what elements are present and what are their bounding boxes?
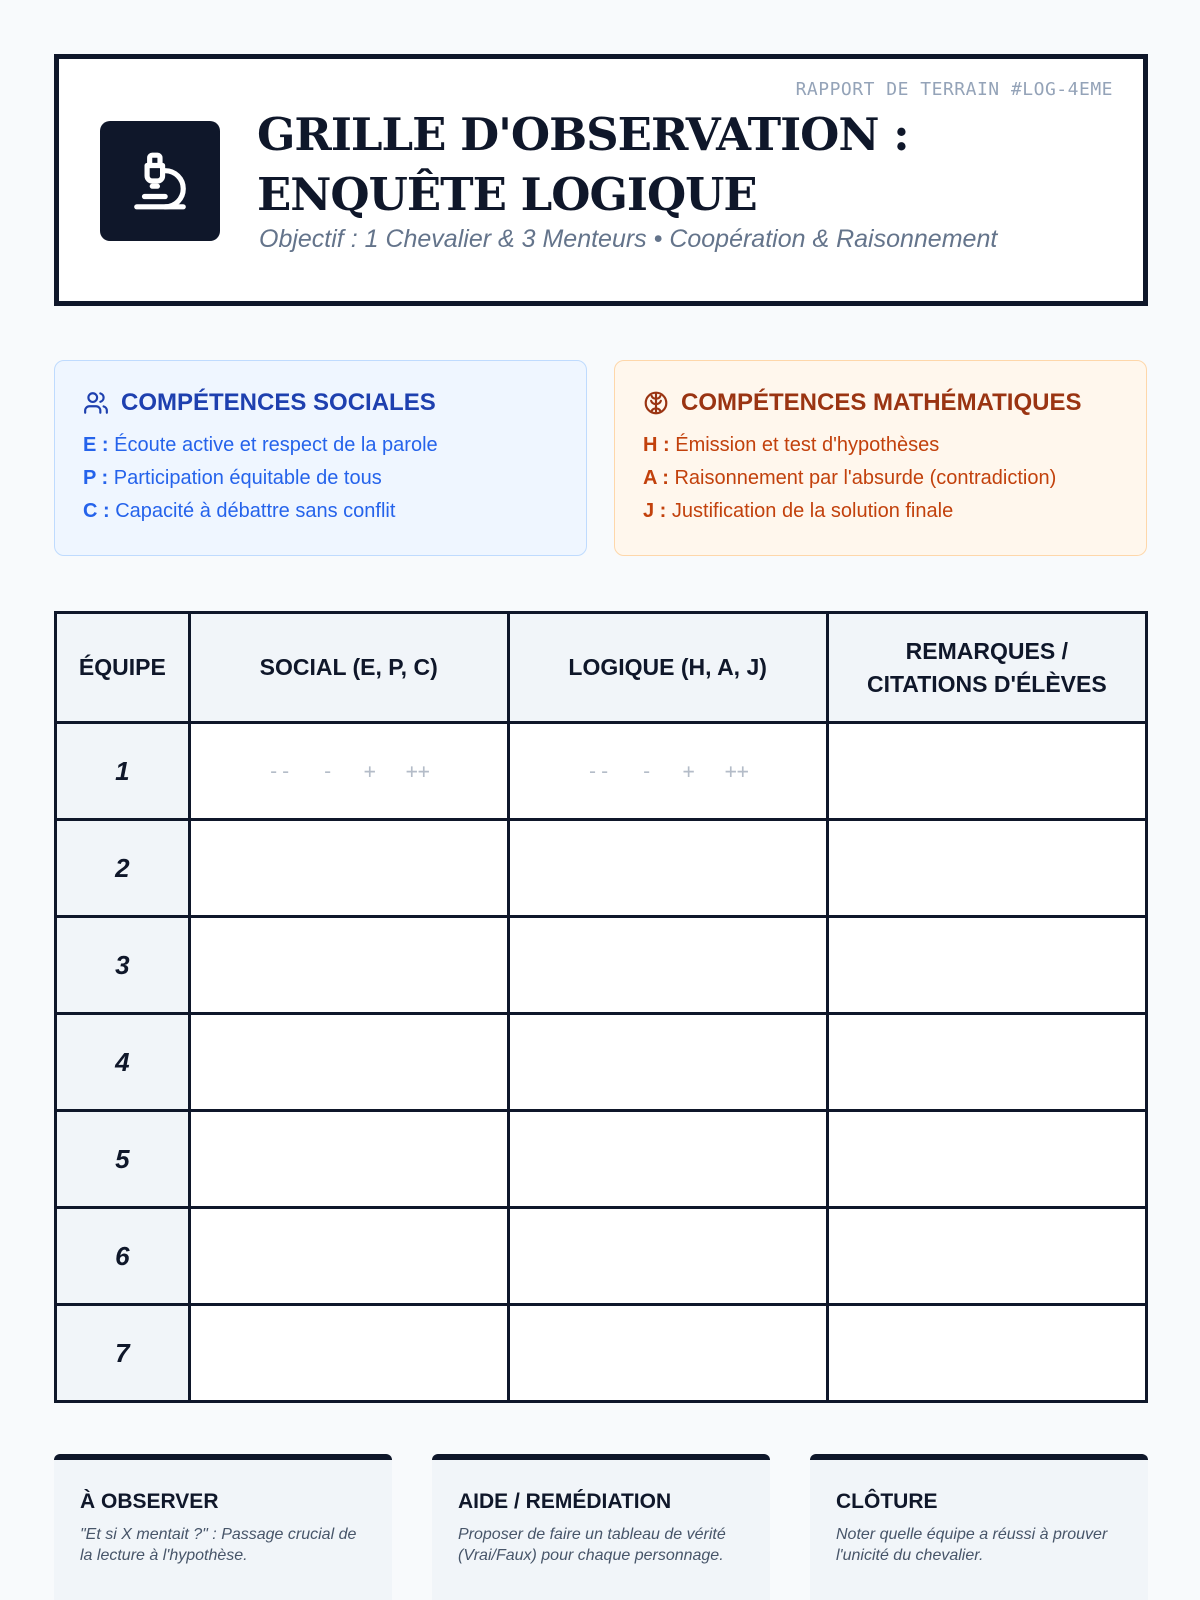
scale-low[interactable]: - — [321, 759, 334, 783]
logic-rating-cell[interactable] — [508, 1014, 827, 1111]
scale-high[interactable]: + — [682, 759, 695, 783]
scale-low[interactable]: - — [640, 759, 653, 783]
social-rating-cell[interactable] — [189, 1305, 508, 1402]
remarks-cell[interactable] — [827, 1014, 1146, 1111]
table-row — [56, 917, 1147, 1014]
social-rating-cell[interactable] — [189, 1208, 508, 1305]
note-text: "Et si X mentait ?" : Passage crucial de la lecture à l'hypothèse. — [80, 1526, 357, 1564]
brain-icon — [643, 390, 669, 416]
rating-scale — [510, 759, 826, 783]
list-item-text: Raisonnement par l'absurde (contradiction) — [674, 467, 1057, 489]
users-icon — [83, 390, 109, 416]
note-title: AIDE / REMÉDIATION — [458, 1490, 672, 1513]
social-rating-cell[interactable] — [189, 917, 508, 1014]
remarks-cell[interactable] — [827, 1111, 1146, 1208]
table-row — [56, 1208, 1147, 1305]
column-header-logic: LOGIQUE (H, A, J) — [508, 613, 827, 723]
page-subtitle: Objectif : 1 Chevalier & 3 Menteurs • Coopération & Raisonnement — [259, 225, 998, 253]
remarks-cell[interactable] — [827, 1305, 1146, 1402]
logic-rating-cell[interactable] — [508, 917, 827, 1014]
social-skills-card — [54, 360, 587, 556]
note-title: CLÔTURE — [836, 1490, 938, 1513]
list-item-key: A : — [643, 467, 669, 489]
list-item-key: J : — [643, 500, 667, 522]
scale-very-high[interactable]: ++ — [405, 759, 430, 783]
remarks-cell[interactable] — [827, 917, 1146, 1014]
list-item-text: Participation équitable de tous — [113, 467, 382, 489]
math-skills-title: COMPÉTENCES MATHÉMATIQUES — [681, 389, 1082, 416]
remarks-cell[interactable] — [827, 723, 1146, 820]
note-text: Proposer de faire un tableau de vérité (Vrai/Faux) pour chaque personnage. — [458, 1526, 726, 1564]
team-number: 2 — [56, 820, 190, 917]
scale-very-low[interactable]: -- — [267, 759, 292, 783]
social-rating-cell[interactable] — [189, 1111, 508, 1208]
scale-very-low[interactable]: -- — [586, 759, 611, 783]
note-card-observe — [54, 1454, 392, 1600]
report-reference: RAPPORT DE TERRAIN #LOG-4EME — [795, 79, 1113, 100]
math-skills-card — [614, 360, 1147, 556]
list-item — [83, 495, 558, 528]
note-card-closure — [810, 1454, 1148, 1600]
note-text: Noter quelle équipe a réussi à prouver l'unicité du chevalier. — [836, 1526, 1108, 1564]
team-number: 4 — [56, 1014, 190, 1111]
list-item — [83, 429, 558, 462]
column-header-team: ÉQUIPE — [56, 613, 190, 723]
scale-very-high[interactable]: ++ — [724, 759, 749, 783]
logic-rating-cell[interactable] — [508, 723, 827, 820]
page-title: GRILLE D'OBSERVATION : ENQUÊTE LOGIQUE — [257, 108, 909, 221]
observation-table — [54, 611, 1148, 1403]
remarks-cell[interactable] — [827, 1208, 1146, 1305]
math-skills-heading — [643, 389, 1118, 417]
social-skills-list — [83, 429, 558, 528]
social-rating-cell[interactable] — [189, 723, 508, 820]
list-item — [643, 462, 1118, 495]
logic-rating-cell[interactable] — [508, 1305, 827, 1402]
social-skills-heading — [83, 389, 558, 417]
math-skills-list — [643, 429, 1118, 528]
note-card-remediation — [432, 1454, 770, 1600]
table-row — [56, 1305, 1147, 1402]
list-item — [83, 462, 558, 495]
team-number: 7 — [56, 1305, 190, 1402]
microscope-icon — [129, 148, 191, 214]
table-header-row — [56, 613, 1147, 723]
logic-rating-cell[interactable] — [508, 820, 827, 917]
social-rating-cell[interactable] — [189, 1014, 508, 1111]
list-item-text: Écoute active et respect de la parole — [114, 434, 438, 456]
list-item-key: P : — [83, 467, 109, 489]
scale-high[interactable]: + — [363, 759, 376, 783]
remarks-cell[interactable] — [827, 820, 1146, 917]
rating-scale — [191, 759, 507, 783]
list-item-text: Émission et test d'hypothèses — [675, 434, 940, 456]
list-item — [643, 495, 1118, 528]
list-item — [643, 429, 1118, 462]
table-row — [56, 820, 1147, 917]
list-item-key: E : — [83, 434, 109, 456]
logo — [100, 121, 220, 241]
note-title: À OBSERVER — [80, 1490, 219, 1513]
table-row — [56, 1111, 1147, 1208]
report-header — [54, 54, 1148, 306]
team-number: 5 — [56, 1111, 190, 1208]
social-rating-cell[interactable] — [189, 820, 508, 917]
team-number: 3 — [56, 917, 190, 1014]
list-item-key: C : — [83, 500, 110, 522]
logic-rating-cell[interactable] — [508, 1208, 827, 1305]
list-item-key: H : — [643, 434, 670, 456]
column-header-remarks: REMARQUES / CITATIONS D'ÉLÈVES — [827, 613, 1146, 723]
list-item-text: Capacité à débattre sans conflit — [115, 500, 396, 522]
team-number: 6 — [56, 1208, 190, 1305]
logic-rating-cell[interactable] — [508, 1111, 827, 1208]
list-item-text: Justification de la solution finale — [671, 500, 954, 522]
team-number: 1 — [56, 723, 190, 820]
column-header-social: SOCIAL (E, P, C) — [189, 613, 508, 723]
table-row — [56, 1014, 1147, 1111]
social-skills-title: COMPÉTENCES SOCIALES — [121, 389, 436, 416]
table-row — [56, 723, 1147, 820]
